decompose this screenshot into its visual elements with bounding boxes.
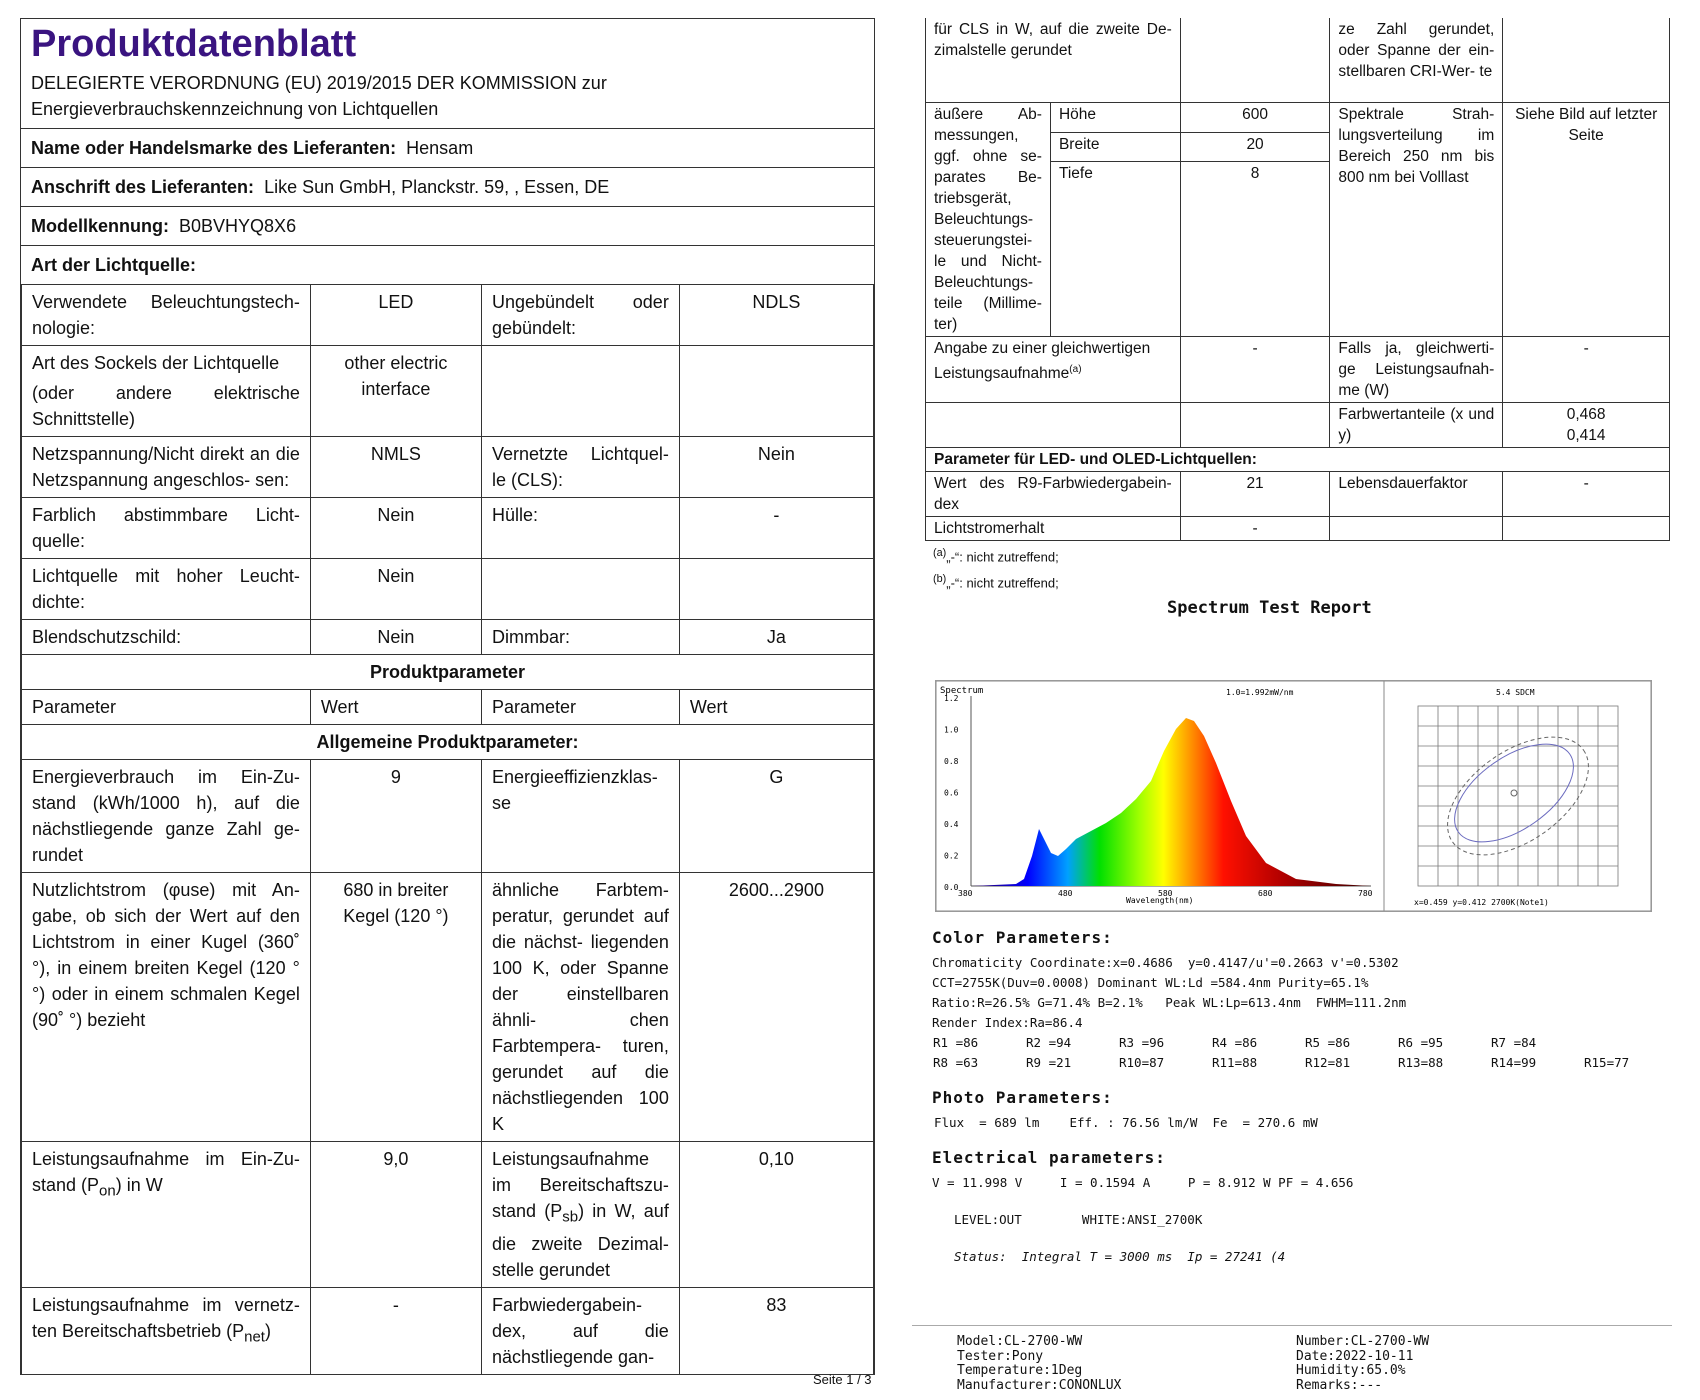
table-row bbox=[22, 498, 874, 559]
x-tick-label: 780 bbox=[1358, 889, 1373, 898]
x-tick-label: 380 bbox=[958, 889, 973, 898]
electrical-param-line: V = 11.998 V I = 0.1594 A P = 8.912 W PF = 4.656 bbox=[932, 1175, 1354, 1190]
table-cell: Nein bbox=[310, 559, 481, 620]
table-cell: - bbox=[679, 498, 873, 559]
table-row bbox=[22, 1287, 874, 1374]
photo-params-heading: Photo Parameters: bbox=[932, 1088, 1113, 1107]
render-index-value: R8 =63 bbox=[933, 1055, 979, 1070]
table-row bbox=[22, 559, 874, 620]
table-cell: 2600...2900 bbox=[679, 873, 873, 1142]
x-tick-label: 480 bbox=[1058, 889, 1073, 898]
table-cell: Farblich abstimmbare Licht- quelle: bbox=[22, 498, 311, 559]
general-params-heading: Allgemeine Produktparameter: bbox=[22, 725, 874, 760]
table-cell: Energieverbrauch im Ein-Zu- stand (kWh/1000 h), auf die nächstliegende ganze Zahl ge- rundet bbox=[22, 760, 311, 873]
pon-sub: on bbox=[99, 1182, 116, 1200]
table-cell: - bbox=[1503, 337, 1670, 403]
render-index-value: R4 =86 bbox=[1212, 1035, 1258, 1050]
render-index-value: R9 =21 bbox=[1026, 1055, 1072, 1070]
spectrum-chart-panel bbox=[935, 680, 1652, 912]
table-cell bbox=[481, 1142, 679, 1288]
chroma-y: 0,414 bbox=[1566, 427, 1606, 444]
table-cell: - bbox=[310, 1287, 481, 1374]
supplier-address-row bbox=[21, 168, 874, 207]
led-params-heading: Parameter für LED- und OLED-Lichtquellen: bbox=[926, 448, 1670, 472]
table-cell: Netzspannung/Nicht direkt an die Netzspannung angeschlos- sen: bbox=[22, 437, 311, 498]
table-cell bbox=[1503, 517, 1670, 541]
table-cell: 9 bbox=[310, 760, 481, 873]
render-index-value: R13=88 bbox=[1398, 1055, 1444, 1070]
supplier-address: Like Sun GmbH, Planckstr. 59, , Essen, DE bbox=[264, 177, 610, 197]
table-cell: Nutzlichtstrom (φuse) mit An- gabe, ob sich der Wert auf den Lichtstrom in einer Kugel (360˚ °), in einem breiten Kegel (120 °°) oder in einem schmalen Kegel (90˚ °) bezieht bbox=[22, 873, 311, 1142]
y-tick-label: 1.2 bbox=[944, 694, 959, 703]
psb-label: Leistungsaufnahme im Bereitschaftszu- stand (P bbox=[491, 1149, 669, 1221]
light-type-label: Art der Lichtquelle: bbox=[31, 255, 197, 275]
table-row bbox=[22, 346, 874, 437]
pnet-label: Leistungsaufnahme im vernetz- ten Bereitschaftsbetrieb (P bbox=[32, 1294, 300, 1341]
socket-label-2: (oder andere elektrische Schnittstelle) bbox=[32, 383, 300, 429]
table-cell: ähnliche Farbtem- peratur, gerundet auf die nächst- liegenden 100 K, oder Spanne der einstellbaren ähnli- chen Farbtempera- turen, gerundet auf die nächstliegenden 100 K bbox=[481, 873, 679, 1142]
table-cell: Blendschutzschild: bbox=[22, 620, 311, 655]
table-cell: Siehe Bild auf letzter Seite bbox=[1503, 103, 1670, 337]
table-row bbox=[926, 448, 1670, 472]
table-cell: ze Zahl gerundet, oder Spanne der ein- stellbaren CRI-Wer- te bbox=[1330, 18, 1503, 103]
render-index-value: R15=77 bbox=[1584, 1055, 1630, 1070]
y-tick-label: 1.0 bbox=[944, 725, 959, 735]
table-cell: Lichtstromerhalt bbox=[926, 517, 1181, 541]
table-row bbox=[22, 725, 874, 760]
psb-sub: sb bbox=[562, 1208, 579, 1226]
footer-date: Date:2022-10-11 bbox=[1296, 1348, 1414, 1364]
table-cell: Farbwertanteile (x und y) bbox=[1330, 403, 1503, 448]
model-row bbox=[21, 207, 874, 246]
table-row bbox=[22, 285, 874, 346]
table-header: Parameter bbox=[481, 690, 679, 725]
color-param-line: Ratio:R=26.5% G=71.4% B=2.1% Peak WL:Lp=613.4nm FWHM=111.2nm bbox=[932, 995, 1407, 1010]
table-cell: Nein bbox=[679, 437, 873, 498]
eq-sup: (a) bbox=[1069, 364, 1082, 375]
table-cell: Lichtquelle mit hoher Leucht- dichte: bbox=[22, 559, 311, 620]
table-cell bbox=[926, 337, 1181, 403]
table-row bbox=[22, 690, 874, 725]
table-cell bbox=[1180, 403, 1330, 448]
pnet-label-end: ) bbox=[264, 1320, 271, 1341]
table-cell: Verwendete Beleuchtungstech- nologie: bbox=[22, 285, 311, 346]
render-index-value: R11=88 bbox=[1212, 1055, 1258, 1070]
table-cell: Nein bbox=[310, 620, 481, 655]
table-cell: - bbox=[1503, 472, 1670, 517]
table-row bbox=[22, 1142, 874, 1288]
render-index-value: R12=81 bbox=[1305, 1055, 1351, 1070]
table-cell: G bbox=[679, 760, 873, 873]
table-cell: Dimmbar: bbox=[481, 620, 679, 655]
report-footer-left bbox=[957, 1335, 1121, 1393]
y-tick-label: 0.4 bbox=[944, 820, 959, 829]
spectrum-label: Spectrum bbox=[940, 686, 984, 696]
table-cell bbox=[1503, 18, 1670, 103]
socket-label-1: Art des Sockels der Lichtquelle bbox=[32, 353, 280, 373]
spectrum-svg bbox=[936, 681, 1651, 911]
table-cell: Nein bbox=[310, 498, 481, 559]
model-label: Modellkennung: bbox=[31, 216, 169, 236]
footnote-a-sup: (a) bbox=[933, 547, 947, 559]
table-cell: 680 in breiter Kegel (120 °) bbox=[310, 873, 481, 1142]
table-cell: Falls ja, gleichwerti- ge Leistungsaufnah- me (W) bbox=[1330, 337, 1503, 403]
table-cell bbox=[22, 1142, 311, 1288]
table-row bbox=[926, 18, 1670, 103]
table-cell: 21 bbox=[1180, 472, 1330, 517]
regulation-text: DELEGIERTE VERORDNUNG (EU) 2019/2015 DER KOMMISSION zur Energieverbrauchskennzeichnung von Lichtquellen bbox=[21, 68, 874, 129]
table-cell bbox=[481, 346, 679, 437]
table-row bbox=[926, 472, 1670, 517]
supplier-address-label: Anschrift des Lieferanten: bbox=[31, 177, 255, 197]
table-cell: other electric interface bbox=[310, 346, 481, 437]
color-param-line: Chromaticity Coordinate:x=0.4686 y=0.4147/u'=0.2663 v'=0.5302 bbox=[932, 955, 1399, 970]
scale-label: 1.0=1.992mW/nm bbox=[1226, 688, 1294, 697]
table-cell: Ja bbox=[679, 620, 873, 655]
level-line: LEVEL:OUT WHITE:ANSI_2700K bbox=[954, 1212, 1203, 1227]
color-param-line: CCT=2755K(Duv=0.0008) Dominant WL:Ld =584.4nm Purity=65.1% bbox=[932, 975, 1369, 990]
table-header: Parameter bbox=[22, 690, 311, 725]
table-row bbox=[926, 103, 1670, 133]
product-table bbox=[21, 284, 874, 1374]
render-index-value: R7 =84 bbox=[1491, 1035, 1537, 1050]
table-header: Wert bbox=[310, 690, 481, 725]
chroma-x: 0,468 bbox=[1566, 406, 1606, 423]
render-index-value: R1 =86 bbox=[933, 1035, 979, 1050]
footnote-b-sup: (b) bbox=[933, 573, 947, 586]
table-cell: für CLS in W, auf die zweite De- zimalstelle gerundet bbox=[926, 18, 1181, 103]
table-cell bbox=[679, 559, 873, 620]
footer-model: Model:CL-2700-WW bbox=[957, 1334, 1083, 1349]
xaxis-label: Wavelength(nm) bbox=[1126, 896, 1194, 905]
table-row bbox=[926, 337, 1670, 403]
x-tick-label: 680 bbox=[1258, 889, 1273, 898]
footnote-a bbox=[925, 541, 1670, 569]
model-id: B0BVHYQ8X6 bbox=[179, 216, 297, 236]
table-cell: NMLS bbox=[310, 437, 481, 498]
eq-label: Angabe zu einer gleichwertigen Leistungsaufnahme bbox=[934, 340, 1151, 383]
table-row bbox=[926, 517, 1670, 541]
table-cell: 8 bbox=[1180, 162, 1330, 337]
footer-divider bbox=[912, 1325, 1672, 1326]
table-cell: Tiefe bbox=[1050, 162, 1180, 337]
sdcm-title: 5.4 SDCM bbox=[1496, 688, 1535, 697]
render-index-value: R3 =96 bbox=[1119, 1035, 1165, 1050]
table-row bbox=[22, 760, 874, 873]
table-row bbox=[22, 620, 874, 655]
table-cell: äußere Ab- messungen, ggf. ohne se- parates Be- triebsgerät, Beleuchtungs- steuerungstei- le und Nicht- Beleuchtungs- teile (Millime- ter) bbox=[926, 103, 1051, 337]
table-cell: Lebensdauerfaktor bbox=[1330, 472, 1503, 517]
table-cell bbox=[1503, 403, 1670, 448]
datasheet-frame bbox=[20, 18, 875, 1375]
y-tick-label: 0.6 bbox=[944, 788, 959, 798]
supplier-name: Hensam bbox=[406, 138, 474, 158]
page-number: Seite 1 / 3 bbox=[813, 1372, 872, 1387]
table-cell bbox=[679, 346, 873, 437]
table-cell: Farbwiedergabein- dex, auf die nächstliegende gan- bbox=[481, 1287, 679, 1374]
photo-param-line: Flux = 689 lm Eff. : 76.56 lm/W Fe = 270.6 mW bbox=[934, 1115, 1318, 1130]
table-cell: 9,0 bbox=[310, 1142, 481, 1288]
table-row bbox=[22, 437, 874, 498]
x-tick-label: 580 bbox=[1158, 889, 1173, 898]
table-cell: Vernetzte Lichtquel- le (CLS): bbox=[481, 437, 679, 498]
table-cell: LED bbox=[310, 285, 481, 346]
footnote-b-text: „-“: nicht zutreffend; bbox=[946, 575, 1059, 591]
y-tick-label: 0.8 bbox=[944, 757, 959, 766]
table-cell: Höhe bbox=[1050, 103, 1180, 133]
light-type-row bbox=[21, 246, 874, 284]
table-cell: Spektrale Strah- lungsverteilung im Bereich 250 nm bis 800 nm bei Volllast bbox=[1330, 103, 1503, 337]
table-cell: NDLS bbox=[679, 285, 873, 346]
status-line: Status: Integral T = 3000 ms Ip = 27241 (4 bbox=[954, 1249, 1286, 1264]
table-cell bbox=[481, 559, 679, 620]
table-cell bbox=[926, 403, 1181, 448]
datasheet-page-2 bbox=[925, 18, 1670, 594]
datasheet-page-1 bbox=[20, 18, 875, 1375]
table-row bbox=[22, 873, 874, 1142]
continuation-table bbox=[925, 18, 1670, 541]
render-index-value: R6 =95 bbox=[1398, 1035, 1444, 1050]
table-cell: Hülle: bbox=[481, 498, 679, 559]
footer-humidity: Humidity:65.0% bbox=[1296, 1363, 1406, 1378]
render-index-value: R5 =86 bbox=[1305, 1035, 1351, 1050]
footer-remarks: Remarks:--- bbox=[1296, 1377, 1383, 1393]
table-cell: 20 bbox=[1180, 132, 1330, 162]
footer-tester: Tester:Pony bbox=[957, 1348, 1044, 1364]
table-cell bbox=[22, 1287, 311, 1374]
supplier-name-label: Name oder Handelsmarke des Lieferanten: bbox=[31, 138, 397, 158]
electrical-params-heading: Electrical parameters: bbox=[932, 1148, 1166, 1167]
sdcm-caption: x=0.459 y=0.412 2700K(Note1) bbox=[1414, 898, 1549, 907]
table-cell: 600 bbox=[1180, 103, 1330, 133]
y-tick-label: 0.2 bbox=[944, 851, 959, 861]
pon-label-end: ) in W bbox=[115, 1175, 163, 1195]
render-index-value: R14=99 bbox=[1491, 1055, 1537, 1070]
table-cell: - bbox=[1180, 337, 1330, 403]
report-title: Spectrum Test Report bbox=[1167, 598, 1372, 618]
pnet-sub: net bbox=[244, 1328, 265, 1346]
table-cell bbox=[1330, 517, 1503, 541]
y-tick-label: 0.0 bbox=[944, 883, 959, 892]
footer-temperature: Temperature:1Deg bbox=[957, 1363, 1083, 1378]
footer-number: Number:CL-2700-WW bbox=[1296, 1334, 1430, 1349]
color-param-line: Render Index:Ra=86.4 bbox=[932, 1015, 1083, 1030]
footer-manufacturer: Manufacturer:CONONLUX bbox=[957, 1377, 1122, 1393]
psb-label-end: ) in W, auf die zweite Dezimal- stelle gerundet bbox=[491, 1201, 669, 1280]
report-footer-right bbox=[1296, 1335, 1429, 1393]
page-title: Produktdatenblatt bbox=[31, 23, 357, 65]
table-row bbox=[926, 403, 1670, 448]
render-index-value: R2 =94 bbox=[1026, 1035, 1072, 1050]
table-header: Wert bbox=[679, 690, 873, 725]
table-cell bbox=[22, 346, 311, 437]
supplier-name-row bbox=[21, 129, 874, 168]
table-cell: Wert des R9-Farbwiedergabein- dex bbox=[926, 472, 1181, 517]
table-cell bbox=[1180, 18, 1330, 103]
product-params-heading: Produktparameter bbox=[22, 655, 874, 690]
table-cell: 83 bbox=[679, 1287, 873, 1374]
pon-label: Leistungsaufnahme im Ein-Zu- stand (P bbox=[32, 1149, 300, 1195]
footnote-b bbox=[925, 569, 1670, 593]
sdcm-frame bbox=[1384, 681, 1651, 911]
table-cell: Ungebündelt oder gebündelt: bbox=[481, 285, 679, 346]
table-cell: - bbox=[1180, 517, 1330, 541]
footnote-a-text: „-“: nicht zutreffend; bbox=[946, 549, 1059, 565]
table-cell: Energieeffizienzklas- se bbox=[481, 760, 679, 873]
table-row bbox=[22, 655, 874, 690]
render-index-value: R10=87 bbox=[1119, 1055, 1165, 1070]
table-cell: Breite bbox=[1050, 132, 1180, 162]
table-cell: 0,10 bbox=[679, 1142, 873, 1288]
color-params-heading: Color Parameters: bbox=[932, 928, 1113, 947]
